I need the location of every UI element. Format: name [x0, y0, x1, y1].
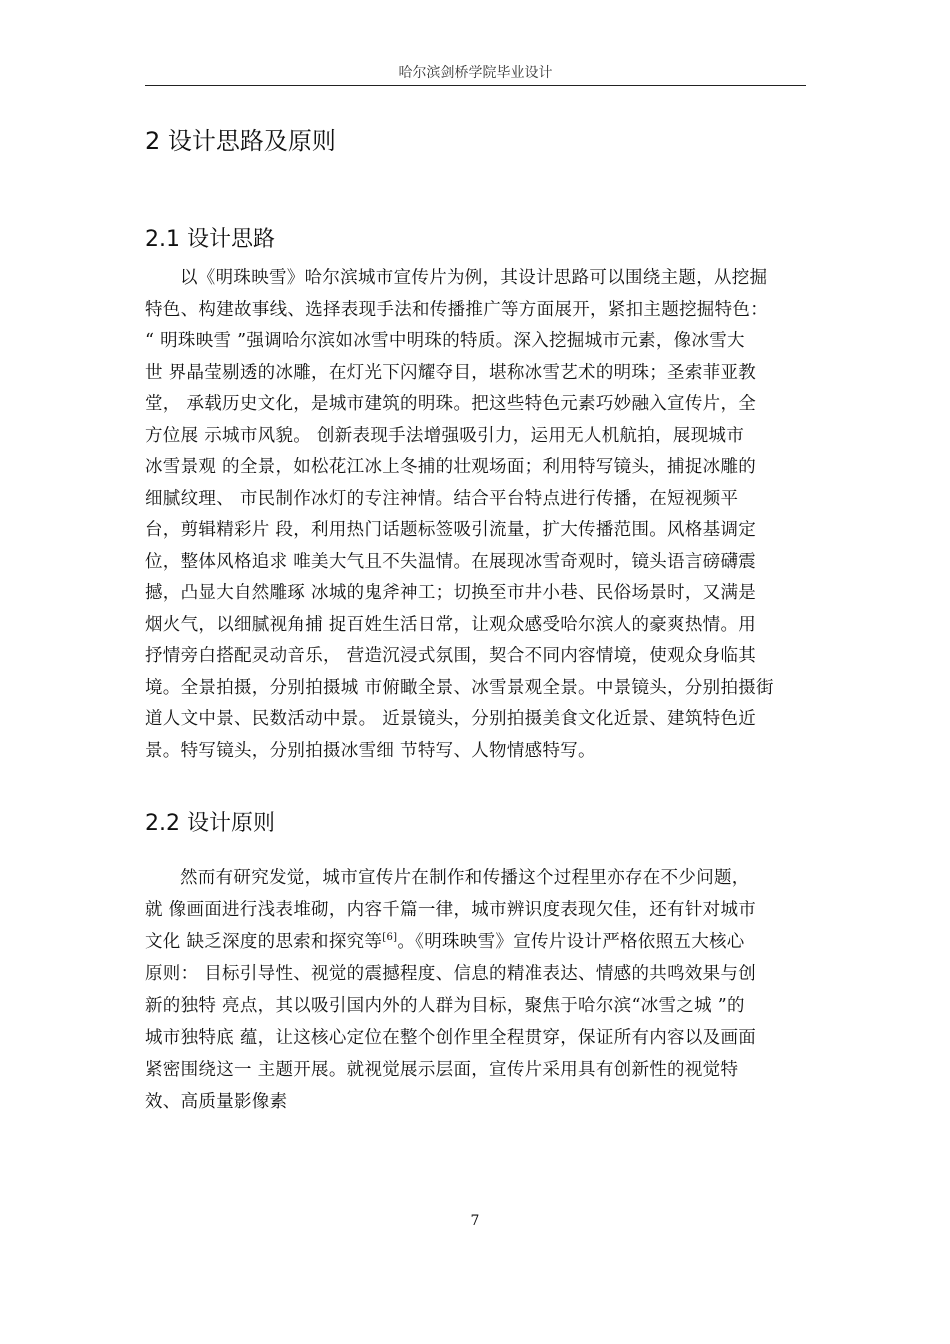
paragraph-line: 城市独特底 蕴，让这核心定位在整个创作里全程贯穿，保证所有内容以及画面 [145, 1028, 757, 1048]
paragraph-line: 效、高质量影像素 [145, 1092, 288, 1112]
citation-reference: [6] [382, 932, 398, 944]
paragraph-line: 然而有研究发觉，城市宣传片在制作和传播这个过程里亦存在不少问题， [180, 868, 750, 888]
paragraph-line: 世 界晶莹剔透的冰雕，在灯光下闪耀夺目，堪称冰雪艺术的明珠；圣索菲亚教 [145, 362, 757, 383]
paragraph-line: 就 像画面进行浅表堆砌，内容千篇一律，城市辨识度表现欠佳，还有针对城市 [145, 900, 757, 920]
paragraph-line: 道人文中景、民数活动中景。 近景镜头，分别拍摄美食文化近景、建筑特色近 [145, 709, 757, 729]
header-divider [145, 85, 806, 86]
paragraph-line: 景。特写镜头，分别拍摄冰雪细 节特写、人物情感特写。 [145, 740, 596, 761]
section-title-design-idea: 2.1 设计思路 [145, 227, 275, 252]
design-idea-paragraph [145, 263, 810, 767]
paragraph-line: 堂， 承载历史文化，是城市建筑的明珠。把这些特色元素巧妙融入宣传片，全 [145, 394, 757, 414]
design-principles-paragraph [145, 862, 810, 1118]
paragraph-line: 位，整体风格追求 唯美大气且不失温情。在展现冰雪奇观时，镜头语言磅礴震 [145, 551, 757, 572]
paragraph-line: 方位展 示城市风貌。 创新表现手法增强吸引力，运用无人机航拍，展现城市 [145, 425, 745, 446]
section-title-design-principles: 2.2 设计原则 [145, 811, 275, 836]
paragraph-line: “ 明珠映雪 ”强调哈尔滨如冰雪中明珠的特质。深入挖掘城市元素，像冰雪大 [145, 331, 745, 351]
paragraph-line: 抒情旁白搭配灵动音乐， 营造沉浸式氛围，契合不同内容情境，使观众身临其 [145, 646, 757, 666]
paragraph-line: 台，剪辑精彩片 段，利用热门话题标签吸引流量，扩大传播范围。风格基调定 [145, 520, 757, 540]
paragraph-line [145, 926, 810, 958]
paragraph-line: 冰雪景观 的全景，如松花江冰上冬捕的壮观场面；利用特写镜头，捕捉冰雕的 [145, 457, 757, 477]
paragraph-line: 撼，凸显大自然雕琢 冰城的鬼斧神工；切换至市井小巷、民俗场景时，又满是 [145, 583, 757, 603]
paragraph-line: 原则： 目标引导性、视觉的震撼程度、信息的精准表达、情感的共鸣效果与创 [145, 964, 757, 984]
paragraph-line: 烟火气，以细腻视角捕 捉百姓生活日常，让观众感受哈尔滨人的豪爽热情。用 [145, 614, 757, 635]
line-text: 文化 缺乏深度的思索和探究等 [145, 932, 383, 952]
paragraph-line: 境。全景拍摄，分别拍摄城 市俯瞰全景、冰雪景观全景。中景镜头，分别拍摄街 [145, 677, 774, 698]
paragraph-line: 以《明珠映雪》哈尔滨城市宣传片为例，其设计思路可以围绕主题，从挖掘 [180, 268, 768, 288]
paragraph-line: 特色、构建故事线、选择表现手法和传播推广等方面展开，紧扣主题挖掘特色： [145, 299, 768, 320]
line-text: 。《明珠映雪》宣传片设计严格依照五大核心 [397, 932, 745, 952]
paragraph-line: 紧密围绕这一 主题开展。就视觉展示层面，宣传片采用具有创新性的视觉特 [145, 1060, 739, 1080]
page-number: 7 [470, 1213, 480, 1229]
paragraph-line: 新的独特 亮点，其以吸引国内外的人群为目标，聚焦于哈尔滨“冰雪之城 ”的 [145, 996, 745, 1016]
paragraph-line: 细腻纹理、 市民制作冰灯的专注神情。结合平台特点进行传播，在短视频平 [145, 488, 739, 509]
page-header: 哈尔滨剑桥学院毕业设计 [398, 65, 553, 81]
chapter-title: 2 设计思路及原则 [145, 127, 336, 155]
